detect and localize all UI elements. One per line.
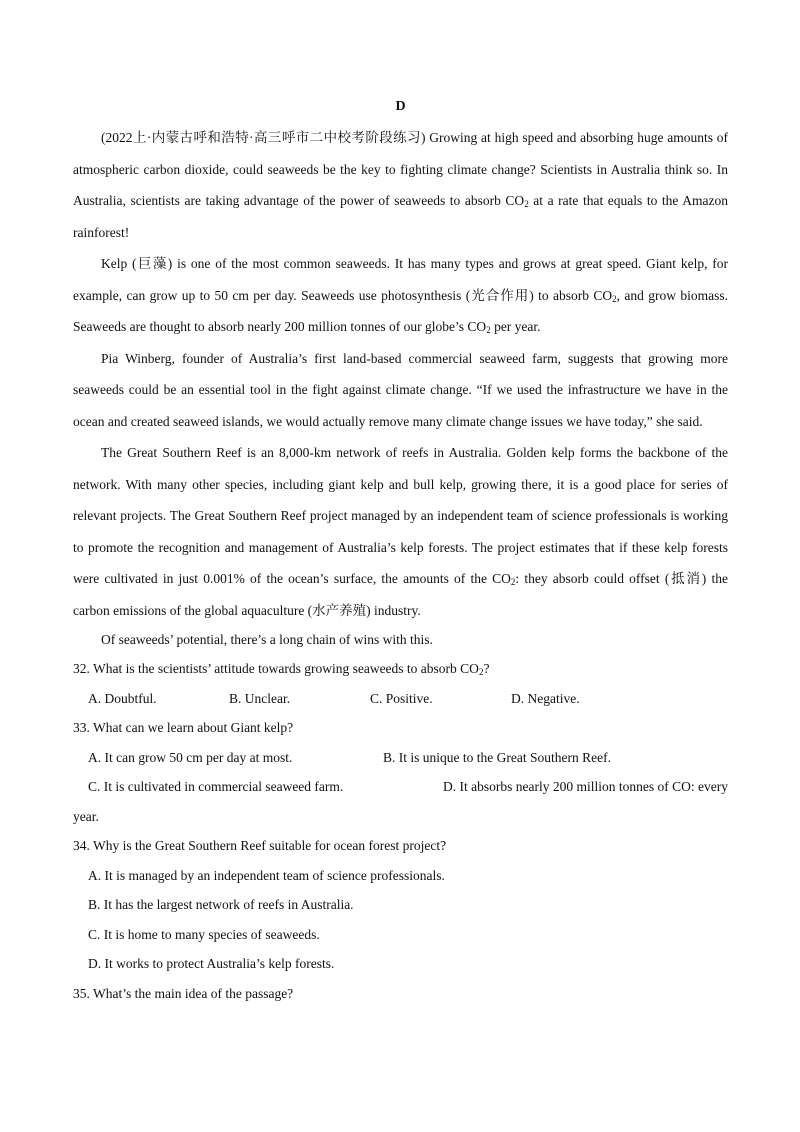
option-d: D. It absorbs nearly 200 million tonnes of CO: every — [443, 779, 728, 794]
passage-paragraph-4: The Great Southern Reef is an 8,000-km network of reefs in Australia. Golden kelp forms the backbone of the network. With many other species, including giant kelp and bull kelp, growing there, it is a good place for series of relevant projects. The Great Southern Reef project managed by an independent team of science professionals is working to promote the recognition and management of Australia’s kelp forests. The project estimates that if these kelp forests were cultivated in just 0.001% of the ocean’s surface, the amounts of the $CO_2$: they absorb could offset (抵消) the carbon emissions of the global aquaculture (水产养殖) industry. — [73, 445, 728, 618]
question-32-options — [73, 684, 728, 714]
option-c: C. It is home to many species of seaweeds. — [88, 926, 320, 942]
question-34-stem: 34. Why is the Great Southern Reef suitable for ocean forest project? — [73, 838, 447, 853]
passage-paragraph-1: (2022上·内蒙古呼和浩特·高三呼市二中校考阶段练习) Growing at high speed and absorbing huge amounts of atmospheric carbon dioxide, could seaweeds be the key to fighting climate change? Scientists in Australia think so. In Australia, scientists are taking advantage of the power of seaweeds to absorb $CO_2$ at a rate that equals to the Amazon rainforest! — [73, 130, 728, 240]
option-c: C. Positive. — [370, 690, 433, 706]
passage-paragraph-5: Of seaweeds’ potential, there’s a long chain of wins with this. — [101, 632, 433, 647]
passage-paragraph-2: Kelp (巨藻) is one of the most common seaweeds. It has many types and grows at great speed. Giant kelp, for example, can grow up to 50 cm per day. Seaweeds use photosynthesis (光合作用) to absorb $CO_2$, and grow biomass. Seaweeds are thought to absorb nearly 200 million tonnes of our globe’s $CO_2$ per year. — [73, 256, 728, 335]
source-note: (2022上·内蒙古呼和浩特·高三呼市二中校考阶段练习) — [101, 130, 426, 145]
option-b: B. Unclear. — [229, 690, 291, 706]
section-title: D — [395, 99, 406, 114]
question-33-option-d-continued: year. — [73, 808, 99, 824]
option-a: A. Doubtful. — [88, 690, 157, 706]
question-35-stem: 35. What’s the main idea of the passage? — [73, 985, 294, 1001]
document-page — [73, 96, 728, 1008]
question-33-stem: 33. What can we learn about Giant kelp? — [73, 720, 294, 735]
question-32-stem: 32. What is the scientists’ attitude towards growing seaweeds to absorb $CO_2$? — [73, 661, 490, 677]
option-c: C. It is cultivated in commercial seaweed farm. — [88, 779, 344, 794]
option-d: D. Negative. — [511, 690, 580, 706]
passage-paragraph-3: Pia Winberg, founder of Australia’s first land-based commercial seaweed farm, suggests that growing more seaweeds could be an essential tool in the fight against climate change. “If we used the infrastructure we have in the ocean and created seaweed islands, we would actually remove many climate change issues we have today,” she said. — [73, 350, 728, 429]
option-d: D. It works to protect Australia’s kelp forests. — [88, 956, 335, 971]
question-33-options-ab — [73, 743, 728, 773]
option-b: B. It has the largest network of reefs in Australia. — [88, 897, 354, 912]
option-a: A. It can grow 50 cm per day at most. — [88, 749, 293, 765]
option-a: A. It is managed by an independent team of science professionals. — [88, 867, 445, 883]
option-b: B. It is unique to the Great Southern Reef. — [383, 749, 611, 765]
question-33-options-cd — [73, 772, 728, 802]
